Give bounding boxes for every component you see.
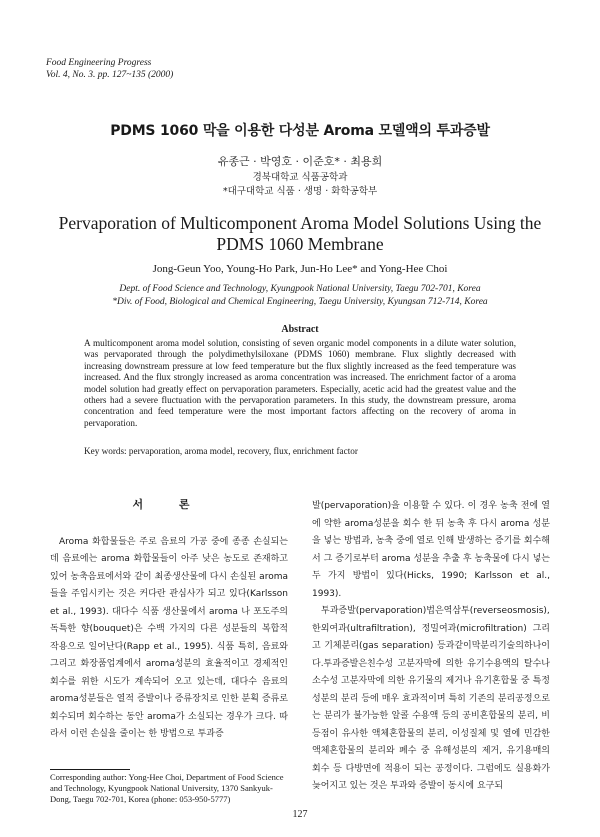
english-affiliation-1: Dept. of Food Science and Technology, Kyungpook National University, Taegu 702-701, Korea: [119, 284, 481, 294]
english-authors: Jong-Geun Yoo, Young-Ho Park, Jun-Ho Lee* and Yong-Hee Choi: [152, 263, 448, 275]
intro-paragraph-1: Aroma 화합물들은 주로 음료의 가공 중에 종종 손실되는데 음료에는 aroma 화합물들이 아주 낮은 농도로 존재하고 있어 농축음료에서와 같이 최종생산물에 다시 손실된 aroma들을 주입시키는 것은 커다란 관심사가 되고 있다(Karlsson et al., 1993). 대다수 식품 생산물에서 aroma 나 포도주의 독특한 향(bouquet)은 수백 가지의 다른 성분들의 복합적 작용으로 일어난다(Rapp et al., 1995). 식품 특히, 음료와 그리고 화장품업계에서 aroma성분의 효율적이고 경제적인 회수를 위한 시도가 계속되어 오고 있는데, 대다수 음료의 aroma성분들은 열적 증발이나 증류장치로 인한 분획 증류로 회수되며 회수하는 동안 aroma가 소실되는 경우가 크다. 따라서 이런 손실을 줄이는 한 방법으로 투과증: [50, 536, 288, 739]
korean-affiliation-1: 경북대학교 식품공학과: [252, 172, 348, 183]
english-title: [30, 213, 570, 255]
journal-volume: Vol. 4, No. 3. pp. 127~135 (2000): [46, 70, 174, 80]
abstract-heading: Abstract: [281, 324, 319, 335]
intro-paragraph-3: 투과증발(pervaporation)법은역삼투(reverseosmosis),한외여과(ultrafiltration), 정밀여과(microfiltration) 그리고 기체분리(gas separation) 등과같이막분리기술의하나이다.투과증발은친수성 고분자막에 의한 유기수용액의 탈수나 소수성 고분자막에 의한 유기물의 제거나 유기혼합물 중 특정성분의 분리 등에 매우 효과적이며 특히 기존의 분리공정으로는 분리가 불가능한 알콜 수용액 등의 공비혼합물의 분리, 비등점이 유사한 액체혼합물의 분리, 이성질체 및 열에 민감한 액체혼합물의 분리와 폐수 중 유해성분의 제거, 유기용매의 회수 등 다방면에 적용이 되는 공정이다. 그럼에도 실용화가 늦어지고 있는 것은 투과와 증발이 동시에 요구되: [312, 606, 550, 791]
journal-header: [46, 57, 173, 81]
korean-affiliations: [0, 171, 600, 199]
english-title-line-1: Pervaporation of Multicomponent Aroma Model Solutions Using the: [58, 213, 542, 233]
corresponding-author-footnote: Corresponding author: Yong-Hee Choi, Department of Food Science and Technology, Kyungpook National University, 1370 Sankyuk-Dong, Taegu 702-701, Korea (phone: 053-950-5777): [50, 772, 284, 804]
english-affiliations: [0, 283, 600, 309]
left-column: [50, 492, 288, 744]
korean-authors: 유종근 · 박영호 · 이준호* · 최용희: [217, 155, 383, 168]
page-number: 127: [292, 809, 308, 820]
korean-affiliation-2: *대구대학교 식품 · 생명 · 화학공학부: [222, 186, 378, 197]
english-affiliation-2: *Div. of Food, Biological and Chemical Engineering, Taegu University, Kyungsan 712-714, Korea: [112, 297, 488, 307]
journal-name: Food Engineering Progress: [46, 58, 152, 68]
section-heading-introduction: 서 론: [132, 498, 206, 511]
english-title-line-2: PDMS 1060 Membrane: [216, 234, 384, 254]
footnote-divider: [50, 769, 130, 770]
intro-paragraph-2: 발(pervaporation)을 이용할 수 있다. 이 경우 농축 전에 열에 약한 aroma성분을 회수 한 뒤 농축 후 다시 aroma 성분을 넣는 방법과, 농축 중에 열로 인해 발생하는 증기를 회수해서 그 증기로부터 aroma 성분을 추출 후 농축물에 다시 넣는 두 가지 방법이 있다(Hicks, 1990; Karlsson et al., 1993).: [312, 501, 550, 599]
keywords: Key words: pervaporation, aroma model, recovery, flux, enrichment factor: [84, 446, 358, 456]
right-column: [312, 498, 550, 796]
korean-title: PDMS 1060 막을 이용한 다성분 Aroma 모델액의 투과증발: [110, 123, 490, 139]
abstract-text: A multicomponent aroma model solution, consisting of seven organic model components in a dilute water solution, was pervaporated through the polydimethylsiloxane (PDMS 1060) membrane. Flux slightly decreased with increasing downstream pressure at low feed temperature but the flux slightly increased as the feed temperature was increased. And the flux strongly increased as aroma concentration was increased. The enrichment factor of a aroma model solution had greatly effect on pervaporation parameters. Especially, acetic acid had the greatest value and the others had a severe fluctuation with the pervaporation parameters. In this study, the downstream pressure, aroma concentration and feed temperature were the most important factors affecting on the recovery of aroma in pervaporation.: [84, 338, 516, 428]
